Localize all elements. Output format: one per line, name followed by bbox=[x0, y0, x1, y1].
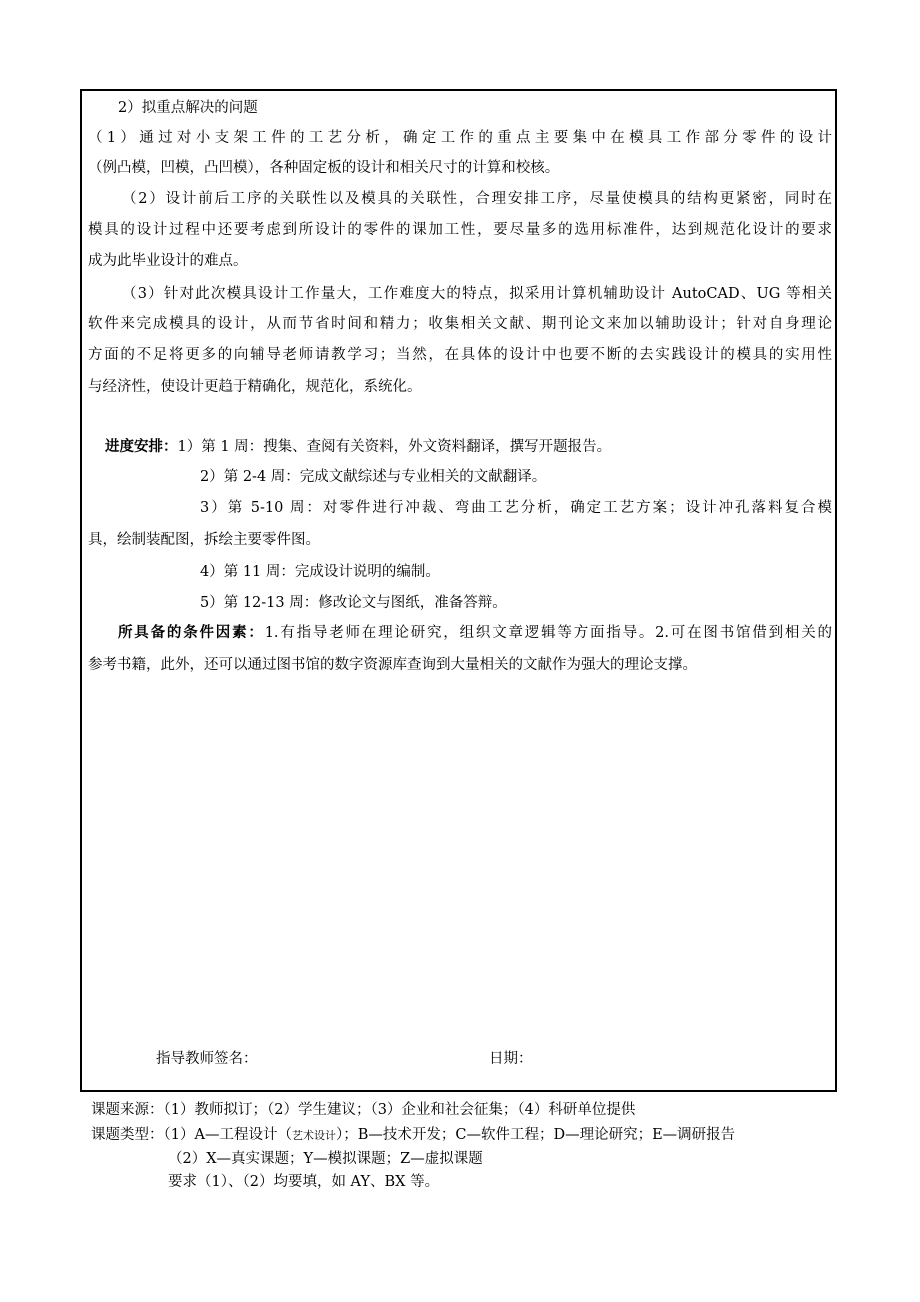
paragraph-2-line-1: （2）设计前后工序的关联性以及模具的关联性，合理安排工序，尽量使模具的结构更紧密，同时在 bbox=[122, 191, 832, 207]
paragraph-2-line-3: 成为此毕业设计的难点。 bbox=[88, 253, 248, 269]
topic-source-note: 课题来源：（1）教师拟订；（2）学生建议；（3）企业和社会征集；（4）科研单位提供 bbox=[91, 1102, 636, 1118]
topic-type-small-text: 艺术设计 bbox=[291, 1129, 336, 1142]
date-label: 日期： bbox=[489, 1051, 533, 1067]
schedule-row-1 bbox=[105, 437, 611, 457]
paragraph-1-line-1: （1）通过对小支架工件的工艺分析，确定工作的重点主要集中在模具工作部分零件的设计 bbox=[88, 130, 832, 146]
topic-type-note-line-1 bbox=[91, 1125, 735, 1146]
conditions-row-1 bbox=[118, 623, 832, 643]
schedule-item-2: 2）第 2-4 周：完成文献综述与专业相关的文献翻译。 bbox=[200, 469, 547, 485]
conditions-label: 所具备的条件因素： bbox=[118, 624, 265, 641]
paragraph-3-line-2: 软件来完成模具的设计，从而节省时间和精力；收集相关文献、期刊论文来加以辅助设计；针对自身理论 bbox=[88, 316, 832, 332]
schedule-item-1: 1）第 1 周：搜集、查阅有关资料，外文资料翻译，撰写开题报告。 bbox=[177, 439, 612, 455]
schedule-item-3-line-1: 3）第 5-10 周：对零件进行冲裁、弯曲工艺分析，确定工艺方案；设计冲孔落料复合模 bbox=[200, 500, 832, 516]
schedule-label: 进度安排： bbox=[105, 438, 178, 455]
topic-type-note-line-2: （2）X—真实课题；Y—模拟课题；Z—虚拟课题 bbox=[168, 1151, 483, 1167]
advisor-signature-label: 指导教师签名： bbox=[156, 1051, 258, 1067]
paragraph-3-line-4: 与经济性，使设计更趋于精确化，规范化，系统化。 bbox=[88, 379, 422, 395]
paragraph-1-line-2: （例凸模，凹模，凸凹模），各种固定板的设计和相关尺寸的计算和校核。 bbox=[88, 160, 560, 176]
paragraph-3-line-1: （3）针对此次模具设计工作量大，工作难度大的特点，拟采用计算机辅助设计 AutoCAD、UG 等相关 bbox=[122, 286, 832, 302]
schedule-item-4: 4）第 11 周：完成设计说明的编制。 bbox=[200, 564, 440, 580]
schedule-item-5: 5）第 12-13 周：修改论文与图纸，准备答辩。 bbox=[200, 595, 507, 611]
topic-type-text-b: ）；B—技术开发；C—软件工程；D—理论研究；E—调研报告 bbox=[335, 1127, 736, 1143]
topic-type-text-a: 课题类型：（1）A—工程设计（ bbox=[91, 1127, 292, 1143]
paragraph-2-line-2: 模具的设计过程中还要考虑到所设计的零件的课加工性，要尽量多的选用标准件，达到规范化设计的要求 bbox=[88, 222, 832, 238]
schedule-item-3-line-2: 具，绘制装配图，拆绘主要零件图。 bbox=[88, 532, 320, 548]
conditions-text-2: 参考书籍，此外，还可以通过图书馆的数字资源库查询到大量相关的文献作为强大的理论支撑。 bbox=[88, 657, 697, 673]
topic-type-note-line-3: 要求（1）、（2）均要填，如 AY、BX 等。 bbox=[168, 1174, 440, 1190]
key-problems-heading: 2）拟重点解决的问题 bbox=[118, 100, 258, 116]
conditions-text-1: 1.有指导老师在理论研究，组织文章逻辑等方面指导。2.可在图书馆借到相关的 bbox=[264, 625, 832, 641]
paragraph-3-line-3: 方面的不足将更多的向辅导老师请教学习；当然，在具体的设计中也要不断的去实践设计的模具的实用性 bbox=[88, 347, 832, 363]
